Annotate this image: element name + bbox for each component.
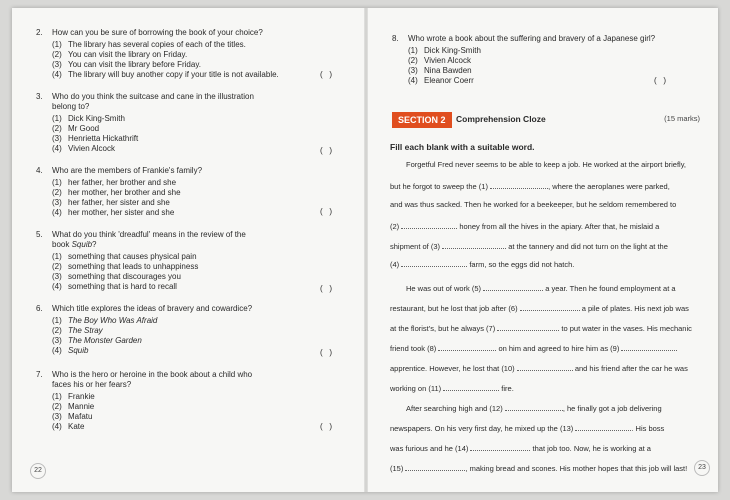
question-number: 2. — [36, 28, 43, 37]
cloze-text: Forgetful Fred never seems to be able to keep a job. He worked at the airport briefly, — [406, 160, 687, 169]
answer-bracket[interactable]: ( ) — [320, 422, 332, 431]
answer-blank[interactable] — [401, 258, 467, 267]
answer-blank[interactable] — [470, 442, 530, 451]
option: (3) Nina Bawden — [408, 66, 472, 75]
option: (4) something that is hard to recall — [52, 282, 177, 291]
option: (4) her mother, her sister and she — [52, 208, 175, 217]
cloze-line — [390, 322, 710, 334]
cloze-line — [406, 282, 726, 294]
answer-bracket[interactable]: ( ) — [320, 348, 332, 357]
answer-blank[interactable] — [443, 382, 499, 391]
option: (1) Dick King-Smith — [408, 46, 481, 55]
cloze-text: to put water in the vases. His mechanic — [559, 324, 692, 333]
option: (2) The Stray — [52, 326, 103, 335]
cloze-text: (15) — [390, 464, 406, 473]
page-number: 23 — [694, 460, 710, 476]
option: (3) The Monster Garden — [52, 336, 142, 345]
answer-bracket[interactable]: ( ) — [320, 146, 332, 155]
cloze-line — [390, 382, 710, 394]
cloze-line — [390, 258, 710, 270]
cloze-line — [390, 462, 710, 474]
section-title: Comprehension Cloze — [456, 114, 546, 124]
option: (2) Mannie — [52, 402, 95, 411]
option: (1) Frankie — [52, 392, 95, 401]
question-number: 4. — [36, 166, 43, 175]
answer-blank[interactable] — [505, 402, 563, 411]
answer-blank[interactable] — [497, 322, 559, 331]
cloze-line — [390, 362, 710, 374]
question-text: Who do you think the suitcase and cane in the illustration belong to? — [52, 92, 254, 111]
answer-blank[interactable] — [483, 282, 543, 291]
option: (2) something that leads to unhappiness — [52, 262, 199, 271]
question-text: Which title explores the ideas of bravery and cowardice? — [52, 304, 253, 313]
question-text: How can you be sure of borrowing the book of your choice? — [52, 28, 263, 37]
option: (2) Vivien Alcock — [408, 56, 471, 65]
cloze-text: that job too. Now, he is working at a — [530, 444, 651, 453]
cloze-text: at the tannery and did not turn on the light at the — [506, 242, 668, 251]
option: (1) something that causes physical pain — [52, 252, 197, 261]
question-number: 7. — [36, 370, 43, 379]
cloze-line — [390, 240, 710, 252]
answer-blank[interactable] — [575, 422, 631, 431]
cloze-text: fire. — [499, 384, 514, 393]
cloze-text: and his friend after the car he was — [572, 364, 688, 373]
cloze-line — [390, 200, 710, 210]
option: (3) something that discourages you — [52, 272, 181, 281]
question-text: Who wrote a book about the suffering and bravery of a Japanese girl? — [408, 34, 656, 43]
answer-blank[interactable] — [442, 240, 506, 249]
option: (4) Vivien Alcock — [52, 144, 115, 153]
answer-blank[interactable] — [405, 462, 465, 471]
options — [52, 40, 279, 80]
cloze-line — [390, 220, 710, 232]
question-number: 6. — [36, 304, 43, 313]
cloze-line — [406, 160, 726, 170]
options — [52, 114, 138, 154]
answer-blank[interactable] — [438, 342, 496, 351]
option: (1) The Boy Who Was Afraid — [52, 316, 158, 325]
cloze-text: shipment of (3) — [390, 242, 443, 251]
cloze-text: apprentice. However, he lost that (10) — [390, 364, 517, 373]
option: (1) Dick King-Smith — [52, 114, 125, 123]
options — [52, 178, 181, 218]
option: (2) You can visit the library on Friday. — [52, 50, 188, 59]
cloze-text: He was out of work (5) — [406, 284, 484, 293]
cloze-text: restaurant, but he lost that job after (6) — [390, 304, 520, 313]
option: (3) You can visit the library before Friday. — [52, 60, 201, 69]
cloze-text: friend took (8) — [390, 344, 439, 353]
answer-bracket[interactable]: ( ) — [320, 284, 332, 293]
option: (4) The library will buy another copy if your title is not available. — [52, 70, 279, 79]
answer-blank[interactable] — [621, 342, 677, 351]
cloze-line — [390, 442, 710, 454]
cloze-text: and was thus sacked. Then he worked for a beekeeper, but he seldom remembered to — [390, 200, 677, 209]
cloze-text: a year. Then he found employment at a — [543, 284, 676, 293]
answer-blank[interactable] — [520, 302, 580, 311]
question-number: 3. — [36, 92, 43, 101]
option: (4) Kate — [52, 422, 85, 431]
cloze-text: farm, so the eggs did not hatch. — [467, 260, 575, 269]
cloze-line — [390, 342, 710, 354]
option: (2) Mr Good — [52, 124, 100, 133]
cloze-text: , making bread and scones. His mother hopes that this job will last! — [465, 464, 688, 473]
cloze-text: on him and agreed to hire him as (9) — [496, 344, 622, 353]
option: (2) her mother, her brother and she — [52, 188, 181, 197]
answer-bracket[interactable]: ( ) — [320, 207, 332, 216]
cloze-text: After searching high and (12) — [406, 404, 505, 413]
section-badge: SECTION 2 — [392, 112, 452, 128]
left-page — [12, 8, 364, 492]
page-number: 22 — [30, 463, 46, 479]
options — [52, 252, 198, 292]
cloze-text: was furious and he (14) — [390, 444, 471, 453]
option: (4) Eleanor Coerr — [408, 76, 474, 85]
answer-blank[interactable] — [401, 220, 457, 229]
option: (3) Mafatu — [52, 412, 93, 421]
answer-blank[interactable] — [517, 362, 573, 371]
option: (1) The library has several copies of each of the titles. — [52, 40, 246, 49]
options — [52, 316, 157, 356]
book-spread — [12, 8, 718, 492]
question-text: Who are the members of Frankie's family? — [52, 166, 203, 175]
cloze-text: newspapers. On his very first day, he mixed up the (13) — [390, 424, 576, 433]
cloze-text: . His boss — [631, 424, 665, 433]
cloze-line — [390, 302, 710, 314]
answer-bracket[interactable]: ( ) — [320, 70, 332, 79]
cloze-text: a pile of plates. His next job was — [579, 304, 689, 313]
cloze-text: at the florist's, but he always (7) — [390, 324, 498, 333]
cloze-text: working on (11) — [390, 384, 444, 393]
question-text: What do you think 'dreadful' means in the review of the book Squib? — [52, 230, 246, 249]
options — [52, 392, 95, 432]
cloze-line — [390, 422, 710, 434]
cloze-text: honey from all the hives in the apiary. After that, he mislaid a — [457, 222, 660, 231]
question-text: Who is the hero or heroine in the book about a child who faces his or her fears? — [52, 370, 253, 389]
options — [408, 46, 481, 86]
cloze-line — [390, 180, 710, 192]
cloze-text: , where the aeroplanes were parked, — [548, 182, 670, 191]
question-number: 8. — [392, 34, 399, 43]
cloze-text: (4) — [390, 260, 402, 269]
option: (4) Squib — [52, 346, 89, 355]
question-number: 5. — [36, 230, 43, 239]
cloze-line — [406, 402, 726, 414]
cloze-text: (2) — [390, 222, 402, 231]
cloze-text: , he finally got a job delivering — [562, 404, 662, 413]
answer-blank[interactable] — [490, 180, 548, 189]
option: (3) Henrietta Hickathrift — [52, 134, 139, 143]
option: (1) her father, her brother and she — [52, 178, 177, 187]
right-page — [368, 8, 718, 492]
instruction: Fill each blank with a suitable word. — [390, 142, 535, 152]
answer-bracket[interactable]: ( ) — [654, 76, 666, 85]
cloze-text: but he forgot to sweep the (1) — [390, 182, 491, 191]
section-marks: (15 marks) — [664, 114, 700, 123]
option: (3) her father, her sister and she — [52, 198, 170, 207]
